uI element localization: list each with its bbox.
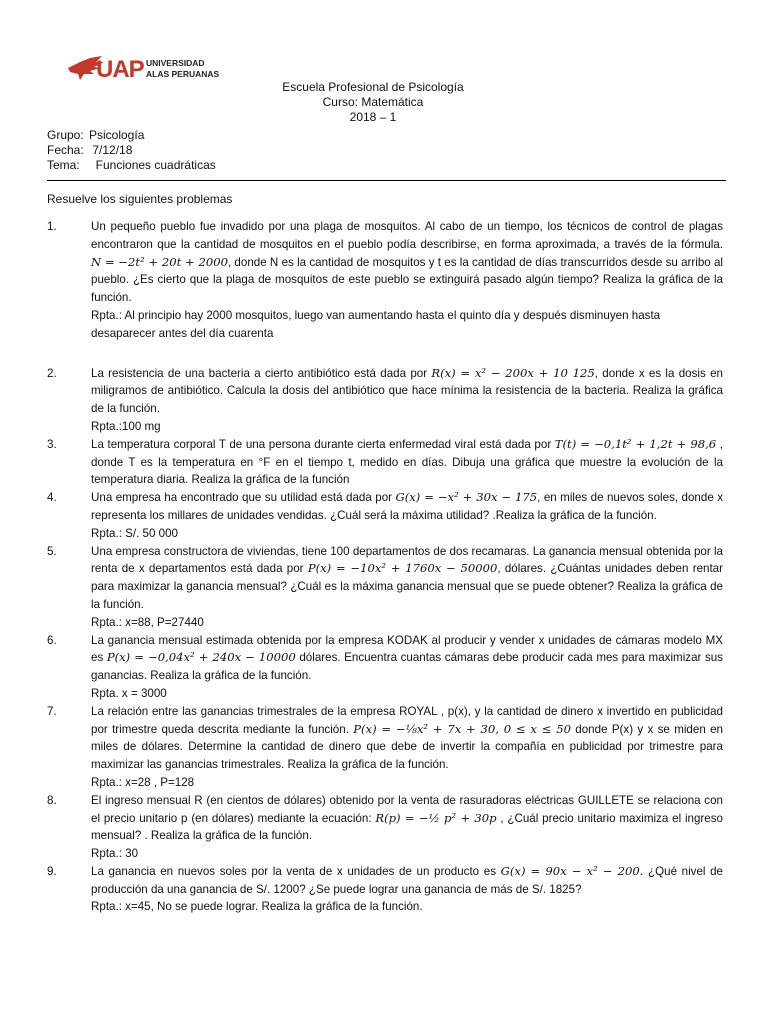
meta-topic: Tema: Funciones cuadráticas (47, 158, 216, 172)
meta-group: Grupo: Psicología (47, 128, 145, 142)
formula: N = −2t² + 20t + 2000 (91, 254, 228, 269)
formula: P(x) = −10x² + 1760x − 50000 (307, 561, 498, 576)
problem-3: 3. La temperatura corporal T de una persona durante cierta enfermedad viral está dada por T(t) = −0,1t² + 1,2t + 98,6 , donde T es la temperatura en °F en el tiempo t, medido en días. Dibuja una gráfica que muestre la evolución de la temperatura diaria. Realiza la gráfica de la función (47, 436, 723, 487)
document-header (0, 80, 768, 125)
formula: R(p) = −½ p² + 30p (375, 810, 497, 825)
problem-list (47, 218, 723, 916)
formula: P(x) = −⅛x² + 7x + 30, 0 ≤ x ≤ 50 (353, 721, 571, 736)
logo-wordmark: UNIVERSIDAD ALAS PERUANAS (146, 58, 220, 79)
school-name: Escuela Profesional de Psicología (282, 80, 464, 94)
answer: Rpta.: Al principio hay 2000 mosquitos, luego van aumentando hasta el quinto día y después disminuyen hasta desaparecer antes del día cuarenta (91, 308, 661, 340)
course-name: Curso: Matemática (322, 95, 424, 109)
problem-7: 7. La relación entre las ganancias trimestrales de la empresa ROYAL , p(x), y la cantidad de dinero x invertido en publicidad por trimestre queda descrita mediante la función. P(x) = −⅛x² + 7x + 30, 0 ≤ x ≤ 50 donde P(x) y x se miden en miles de dólares. Determine la cantidad de dinero que debe de invertir la compañía en publicidad por trimestre para maximizar las ganancias trimestrales. Realiza la gráfica de la función. Rpta.: x=28 , P=128 (47, 703, 723, 792)
problem-6: 6. La ganancia mensual estimada obtenida por la empresa KODAK al producir y vender x unidades de cámaras modelo MX es P(x) = −0,04x² + 240x − 10000 dólares. Encuentra cuantas cámaras debe producir cada mes para maximizar sus ganancias. Realiza la gráfica de la función. Rpta. x = 3000 (47, 632, 723, 703)
instructions: Resuelve los siguientes problemas (47, 192, 233, 206)
answer: Rpta. x = 3000 (91, 686, 167, 700)
logo-mark: UAP (96, 56, 144, 83)
problem-9: 9. La ganancia en nuevos soles por la venta de x unidades de un producto es G(x) = 90x − x² − 200. ¿Qué nivel de producción da una ganancia de S/. 1200? ¿Se puede lograr una ganancia de más de S/. 1825? Rpta.: x=45, No se puede lograr. Realiza la gráfica de la función. (47, 863, 723, 916)
formula: R(x) = x² − 200x + 10 125 (431, 365, 595, 380)
formula: P(x) = −0,04x² + 240x − 10000 (106, 650, 296, 665)
meta-date: Fecha: 7/12/18 (47, 143, 133, 157)
answer: Rpta.: x=28 , P=128 (91, 775, 195, 789)
header-divider (47, 180, 726, 181)
problem-8: 8. El ingreso mensual R (en cientos de dólares) obtenido por la venta de rasuradoras eléctricas GUILLETE se relaciona con el precio unitario p (en dólares) mediante la ecuación: R(p) = −½ p² + 30p , ¿Cuál precio unitario maximiza el ingreso mensual? . Realiza la gráfica de la función. Rpta.: 30 (47, 792, 723, 863)
document-meta (47, 128, 216, 173)
period: 2018 – 1 (349, 110, 397, 124)
answer: Rpta.: x=45, No se puede lograr. Realiza la gráfica de la función. (91, 900, 423, 914)
answer: Rpta.:100 mg (91, 419, 161, 433)
answer: Rpta.: 30 (91, 847, 139, 861)
formula: G(x) = −x² + 30x − 175 (395, 490, 538, 505)
answer: Rpta.: S/. 50 000 (91, 526, 179, 540)
problem-4: 4. Una empresa ha encontrado que su utilidad está dada por G(x) = −x² + 30x − 175, en miles de nuevos soles, donde x representa los millares de unidades vendidas. ¿Cuál será la máxima utilidad? .Realiza la gráfica de la función. Rpta.: S/. 50 000 (47, 489, 723, 542)
problem-1: 1. Un pequeño pueblo fue invadido por una plaga de mosquitos. Al cabo de un tiempo, los técnicos de control de plagas encontraron que la cantidad de mosquitos en el pueblo podía describirse, en forma aproximada, a través de la fórmula. N = −2t² + 20t + 2000, donde N es la cantidad de mosquitos y t es la cantidad de días transcurridos desde su arribo al pueblo. ¿Es cierto que la plaga de mosquitos de este pueblo se extinguirá pasado algún tiempo? Realiza la gráfica de la función. Rpta.: Al principio hay 2000 mosquitos, luego van aumentando hasta el quinto día y después disminuyen hasta desaparecer antes del día cuarenta (47, 218, 723, 343)
problem-2: 2. La resistencia de una bacteria a cierto antibiótico está dada por R(x) = x² − 200x + 10 125, donde x es la dosis en miligramos de antibiótico. Calcula la dosis del antibiótico que hace mínima la resistencia de la bacteria. Realiza la gráfica de la función. Rpta.:100 mg (47, 365, 723, 436)
formula: G(x) = 90x − x² − 200. (500, 863, 644, 878)
problem-5: 5. Una empresa constructora de viviendas, tiene 100 departamentos de dos recamaras. La ganancia mensual obtenida por la renta de x departamentos está dada por P(x) = −10x² + 1760x − 50000, dólares. ¿Cuántas unidades deben rentar para maximizar la ganancia mensual? ¿Cuál es la máxima ganancia mensual que se puede obtener? Realiza la gráfica de la función. Rpta.: x=88, P=27440 (47, 543, 723, 632)
answer: Rpta.: x=88, P=27440 (91, 615, 204, 629)
formula: T(t) = −0,1t² + 1,2t + 98,6 (554, 436, 717, 451)
